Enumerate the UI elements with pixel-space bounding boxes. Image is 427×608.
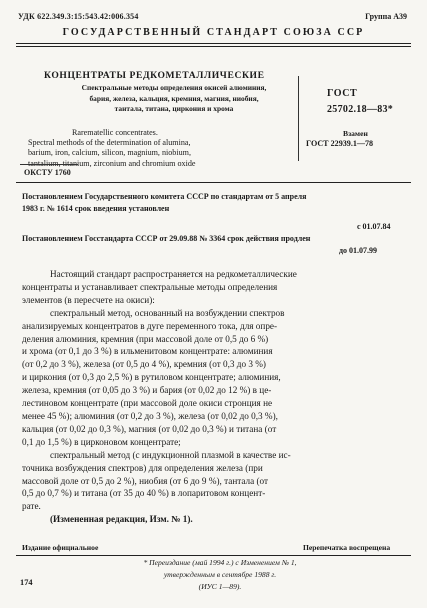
reprint-note-line1: * Переиздание (май 1994 г.) с Изменением № 1, (143, 558, 297, 567)
body-line: анализируемых концентратов в дуге переменного тока, для опре- (22, 320, 278, 331)
group-code: Группа А39 (365, 12, 407, 21)
body-text (22, 268, 412, 526)
banner-rule-bottom (16, 46, 411, 47)
okstu-rule (20, 164, 78, 165)
gost-box-divider (298, 76, 299, 161)
english-subtitle-line: Spectral methods of the determination of alumina, (28, 138, 191, 148)
decree-second-date: до 01.07.99 (339, 246, 378, 255)
body-line: спектральный метод (с индукционной плазмой в качестве ис- (50, 449, 291, 460)
replaces-label: Взамен (343, 129, 368, 138)
body-line: лестиновом концентрате (при массовой доле окиси стронция не (22, 398, 273, 409)
document-title: КОНЦЕНТРАТЫ РЕДКОМЕТАЛЛИЧЕСКИЕ (44, 70, 265, 81)
decree-first-line2: 1983 г. № 1614 срок введения установлен (22, 204, 170, 213)
decree-second-line1: Постановлением Госстандарта СССР от 29.09.88 № 3364 срок действия продлен (22, 234, 311, 243)
body-line: рате. (22, 501, 41, 512)
section-rule (16, 182, 411, 183)
body-line: 0,5 до 0,7 %) и титана (от 35 до 40 %) в лопаритовом концент- (22, 488, 266, 499)
decree-first-date: с 01.07.84 (357, 222, 391, 231)
body-line: кальция (от 0,02 до 0,3 %), магния (от 0,02 до 0,3 %) и титана (от (22, 423, 277, 434)
body-line: и циркония (от 0,3 до 2,5 %) в рутиловом концентрате; алюминия, (22, 372, 281, 383)
page-number: 174 (20, 578, 33, 587)
russian-subtitle-line: Спектральные методы определения окисей алюминия, (81, 83, 267, 92)
body-line: (от 0,2 до 3 %), железа (от 0,5 до 4 %), кремния (от 0,3 до 3 %) (22, 359, 266, 370)
amendment-note: (Измененная редакция, Изм. № 1). (50, 514, 193, 525)
body-line: спектральный метод, основанный на возбуждении спектров (50, 307, 285, 318)
official-edition-label: Издание официальное (22, 543, 99, 552)
russian-subtitle-line: бария, железа, кальция, кремния, магния, ниобия, (89, 93, 259, 103)
english-subtitle-line: Rarematellic concentrates. (72, 128, 158, 137)
reprint-note-line2: утвержденным в сентябре 1988 г. (163, 570, 277, 579)
okstu-code: ОКСТУ 1760 (24, 168, 71, 177)
body-line: 0,1 до 1,5 %) в цирконовом концентрате; (22, 436, 181, 447)
reprint-forbidden-label: Перепечатка воспрещена (303, 543, 391, 552)
english-subtitle-line: tantalium, titanium, zirconium and chromium oxide (28, 158, 196, 168)
gost-number: 25702.18—83* (327, 104, 394, 115)
replaced-standard: ГОСТ 22939.1—78 (306, 139, 374, 148)
body-line: элементов (в пересчете на окиси): (22, 294, 155, 305)
footer-rule (16, 555, 411, 556)
banner-rule-top (16, 43, 411, 44)
body-line: точника возбуждения спектров) для определения железа (при (22, 462, 263, 473)
gost-label: ГОСТ (327, 88, 358, 99)
body-line: Настоящий стандарт распространяется на редкометаллические (50, 269, 297, 279)
body-line: и хрома (от 0,1 до 3 %) в ильменитовом концентрате: алюминия (22, 346, 273, 357)
udk-code: УДК 622.349.3:15:543.42:006.354 (18, 12, 139, 21)
state-standard-banner: ГОСУДАРСТВЕННЫЙ СТАНДАРТ СОЮЗА ССР (62, 27, 365, 38)
english-subtitle-line: barium, iron, calcium, silicon, magnium, niobium, (28, 148, 191, 158)
body-line: массовой доле от 0,5 до 2 %), ниобия (от 6 до 9 %), тантала (от (22, 475, 269, 486)
russian-subtitle-line: тантала, титана, циркония и хрома (114, 104, 234, 114)
body-line: деления алюминия, кремния (при массовой доле от 0,5 до 6 %) (22, 333, 269, 344)
body-line: железа, кремния (от 0,05 до 3 %) и бария (от 0,02 до 12 %) в це- (22, 385, 272, 396)
body-line: концентраты и устанавливает спектральные методы определения (22, 281, 278, 292)
english-subtitle (28, 128, 332, 169)
reprint-note-line3: (ИУС 1—89). (198, 582, 242, 591)
decree-first-line1: Постановлением Государственного комитета СССР по стандартам от 5 апреля (22, 192, 307, 201)
russian-subtitle (44, 83, 304, 115)
body-line: менее 45 %); алюминия (от 0,2 до 3 %), железа (от 0,02 до 0,3 %), (22, 410, 278, 421)
